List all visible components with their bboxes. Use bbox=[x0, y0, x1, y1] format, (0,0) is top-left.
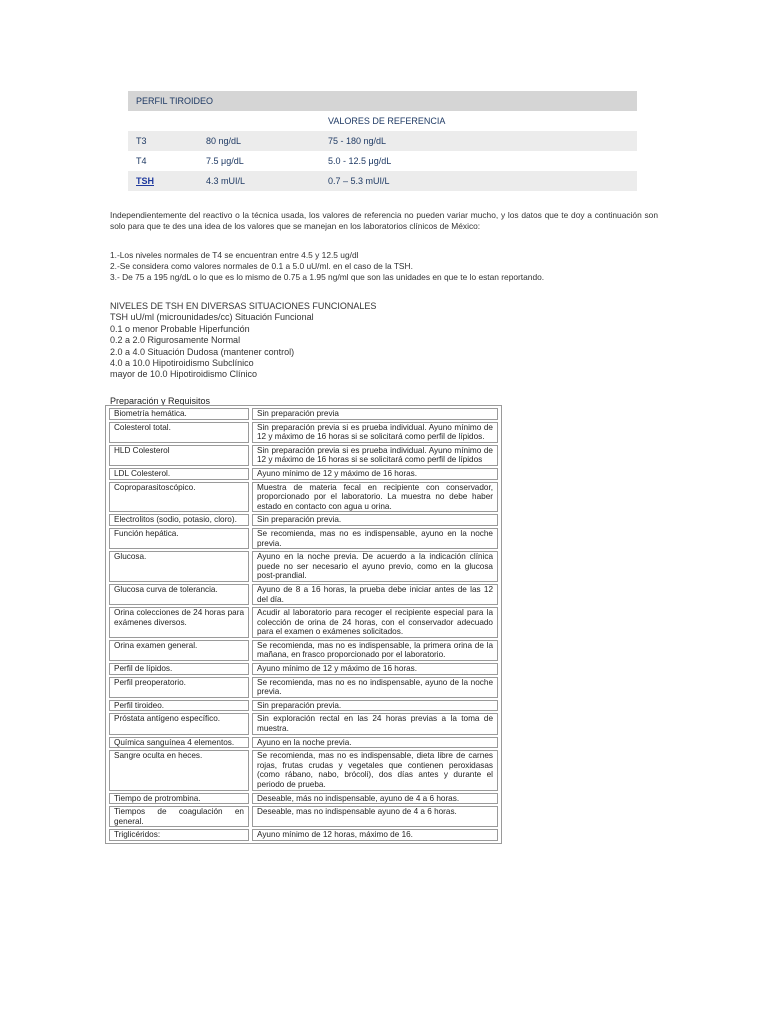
exam-name: Orina examen general. bbox=[109, 640, 249, 661]
table-row bbox=[109, 408, 498, 420]
exam-requirement: Sin preparación previa bbox=[252, 408, 498, 420]
test-reference: 0.7 – 5.3 mUI/L bbox=[320, 171, 637, 191]
table-row bbox=[109, 713, 498, 734]
exam-name: HLD Colesterol bbox=[109, 445, 249, 466]
thyroid-table-header bbox=[128, 91, 637, 111]
exam-name: Próstata antígeno específico. bbox=[109, 713, 249, 734]
test-value: 4.3 mUI/L bbox=[198, 171, 320, 191]
exam-requirement: Sin preparación previa si es prueba individual. Ayuno mínimo de 12 y máximo de 16 horas si se solicitará como perfil de lípidos bbox=[252, 445, 498, 466]
exam-requirement: Sin preparación previa. bbox=[252, 700, 498, 712]
exam-requirement: Se recomienda, mas no es indispensable, la primera orina de la mañana, en frasco proporcionado por el laboratorio. bbox=[252, 640, 498, 661]
exam-requirement: Sin exploración rectal en las 24 horas previas a la toma de muestra. bbox=[252, 713, 498, 734]
exam-name: Coproparasitoscópico. bbox=[109, 482, 249, 513]
test-reference: 75 - 180 ng/dL bbox=[320, 131, 637, 151]
exam-requirement: Se recomienda, mas no es indispensable, ayuno en la noche previa. bbox=[252, 528, 498, 549]
exam-name: Perfil tiroideo. bbox=[109, 700, 249, 712]
table-row bbox=[109, 514, 498, 526]
list-item: 0.1 o menor Probable Hiperfunción bbox=[110, 323, 250, 334]
list-item: 2.0 a 4.0 Situación Dudosa (mantener control) bbox=[110, 346, 295, 357]
test-reference: 5.0 - 12.5 μg/dL bbox=[320, 151, 637, 171]
exam-name: Glucosa curva de tolerancia. bbox=[109, 584, 249, 605]
table-row bbox=[109, 607, 498, 638]
test-value: 7.5 μg/dL bbox=[198, 151, 320, 171]
table-row bbox=[109, 829, 498, 841]
list-item: 0.2 a 2.0 Rigurosamente Normal bbox=[110, 335, 241, 346]
prep-title: Preparación y Requisitos bbox=[110, 396, 211, 406]
table-row bbox=[109, 793, 498, 805]
table-row bbox=[109, 750, 498, 790]
exam-requirement: Se recomienda, mas no es indispensable, dieta libre de carnes rojas, frutas crudas y vegetales que contienen peroxidasas (como rábano, nabo, brócoli), dos días antes y durante el periodo de prueba. bbox=[252, 750, 498, 790]
list-item: 3.- De 75 a 195 ng/dL o lo que es lo mismo de 0.75 a 1.95 ng/ml que son las unidades en que te lo estan reportando. bbox=[110, 272, 545, 282]
list-item: TSH uU/ml (microunidades/cc) Situación Funcional bbox=[110, 312, 314, 323]
thyroid-table-title: PERFIL TIROIDEO bbox=[128, 91, 637, 111]
table-row bbox=[109, 700, 498, 712]
exam-name: Sangre oculta en heces. bbox=[109, 750, 249, 790]
exam-requirement: Ayuno en la noche previa. De acuerdo a la indicación clínica puede no ser necesario el ayuno previo, como en la glucosa post-prandial. bbox=[252, 551, 498, 582]
table-row bbox=[109, 528, 498, 549]
table-row bbox=[109, 551, 498, 582]
table-row bbox=[109, 640, 498, 661]
exam-name: Tiempos de coagulación en general. bbox=[109, 806, 249, 827]
table-row bbox=[109, 737, 498, 749]
test-name: T4 bbox=[128, 151, 198, 171]
thyroid-row-t4 bbox=[128, 151, 637, 171]
thyroid-ref-header-row bbox=[128, 111, 637, 131]
exam-name: Perfil preoperatorio. bbox=[109, 677, 249, 698]
table-row bbox=[109, 482, 498, 513]
thyroid-row-tsh bbox=[128, 171, 637, 191]
test-name: T3 bbox=[128, 131, 198, 151]
exam-name: Perfil de lípidos. bbox=[109, 663, 249, 675]
exam-name: Biometría hemática. bbox=[109, 408, 249, 420]
thyroid-profile-table bbox=[128, 91, 637, 191]
table-row bbox=[109, 677, 498, 698]
test-value: 80 ng/dL bbox=[198, 131, 320, 151]
exam-requirement: Ayuno mínimo de 12 horas, máximo de 16. bbox=[252, 829, 498, 841]
prep-table-body bbox=[109, 408, 498, 841]
list-item: 4.0 a 10.0 Hipotiroidismo Subclínico bbox=[110, 358, 254, 369]
prep-requirements-table bbox=[105, 405, 502, 844]
exam-requirement: Ayuno mínimo de 12 y máximo de 16 horas. bbox=[252, 468, 498, 480]
exam-requirement: Ayuno de 8 a 16 horas, la prueba debe iniciar antes de las 12 del día. bbox=[252, 584, 498, 605]
exam-name: Electrolitos (sodio, potasio, cloro). bbox=[109, 514, 249, 526]
tsh-link[interactable]: TSH bbox=[136, 176, 154, 186]
table-row bbox=[109, 806, 498, 827]
list-item: 2.-Se considera como valores normales de 0.1 a 5.0 uU/ml. en el caso de la TSH. bbox=[110, 261, 413, 271]
table-row bbox=[109, 663, 498, 675]
exam-requirement: Deseable, mas no indispensable ayuno de 4 a 6 horas. bbox=[252, 806, 498, 827]
exam-name: LDL Colesterol. bbox=[109, 468, 249, 480]
ref-values-header: VALORES DE REFERENCIA bbox=[320, 111, 637, 131]
intro-paragraph: Independientemente del reactivo o la técnica usada, los valores de referencia no pueden variar mucho, y los datos que te doy a continuación son solo para que te des una idea de los valores que se manejan en los laboratorios clínicos de México: bbox=[110, 210, 658, 231]
exam-requirement: Acudir al laboratorio para recoger el recipiente especial para la colección de orina de 24 horas, con el conservador adecuado para el examen o exámenes solicitados. bbox=[252, 607, 498, 638]
exam-requirement: Ayuno mínimo de 12 y máximo de 16 horas. bbox=[252, 663, 498, 675]
table-row bbox=[109, 584, 498, 605]
exam-name: Glucosa. bbox=[109, 551, 249, 582]
exam-name: Química sanguínea 4 elementos. bbox=[109, 737, 249, 749]
exam-requirement: Se recomienda, mas no es no indispensable, ayuno de la noche previa. bbox=[252, 677, 498, 698]
tsh-levels-heading: NIVELES DE TSH EN DIVERSAS SITUACIONES FUNCIONALES bbox=[110, 301, 377, 311]
table-row bbox=[109, 445, 498, 466]
exam-requirement: Sin preparación previa si es prueba individual. Ayuno mínimo de 12 y máximo de 16 horas si se solicitará como perfil de lípidos. bbox=[252, 422, 498, 443]
list-item: 1.-Los niveles normales de T4 se encuentran entre 4.5 y 12.5 ug/dl bbox=[110, 250, 359, 260]
exam-name: Función hepática. bbox=[109, 528, 249, 549]
exam-name: Tiempo de protrombina. bbox=[109, 793, 249, 805]
exam-name: Orina colecciones de 24 horas para exámenes diversos. bbox=[109, 607, 249, 638]
exam-requirement: Sin preparación previa. bbox=[252, 514, 498, 526]
thyroid-row-t3 bbox=[128, 131, 637, 151]
table-row bbox=[109, 422, 498, 443]
exam-requirement: Ayuno en la noche previa. bbox=[252, 737, 498, 749]
exam-requirement: Muestra de materia fecal en recipiente con conservador, proporcionado por el laboratorio. La muestra no debe haber estado en contacto con agua u orina. bbox=[252, 482, 498, 513]
tsh-levels-list bbox=[110, 301, 670, 381]
normal-levels-list bbox=[110, 250, 670, 283]
exam-name: Triglicéridos: bbox=[109, 829, 249, 841]
exam-requirement: Deseable, más no indispensable, ayuno de 4 a 6 horas. bbox=[252, 793, 498, 805]
exam-name: Colesterol total. bbox=[109, 422, 249, 443]
table-row bbox=[109, 468, 498, 480]
list-item: mayor de 10.0 Hipotiroidismo Clínico bbox=[110, 369, 258, 380]
